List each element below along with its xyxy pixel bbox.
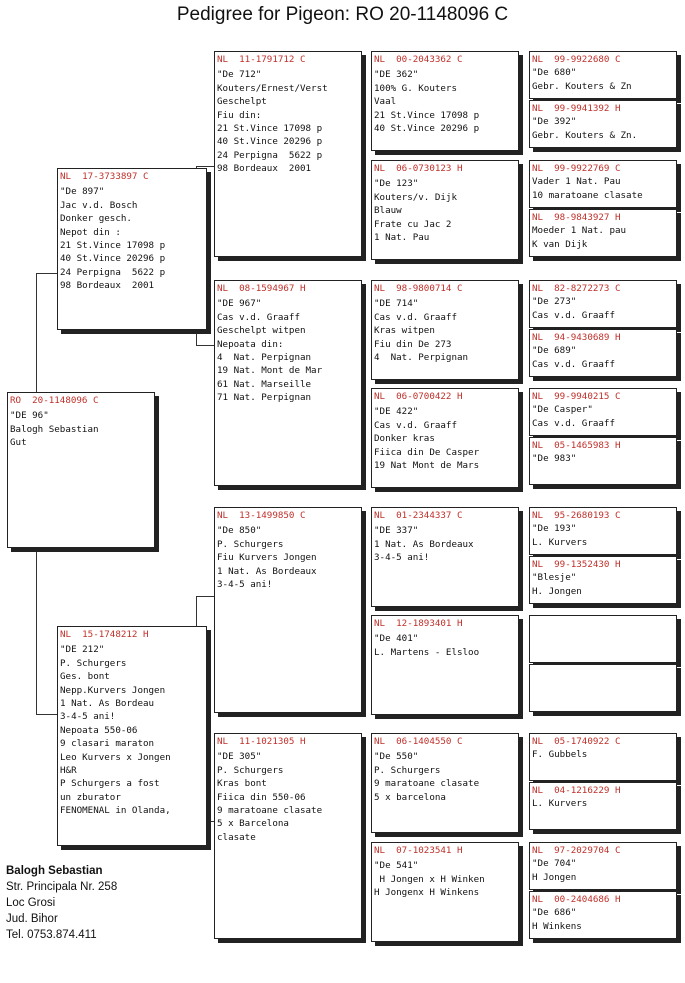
detail-line: 1 Nat. Pau xyxy=(374,232,430,244)
detail-line: 100% G. Kouters xyxy=(374,82,457,94)
ring-number: NL 05-1465983 H xyxy=(532,440,621,451)
connector-line xyxy=(196,166,216,167)
connector-line xyxy=(36,714,58,715)
ring-number: NL 94-9430689 H xyxy=(532,332,621,343)
ring-number: NL 06-1404550 C xyxy=(374,736,463,747)
pedigree-box-gen4 xyxy=(371,51,519,151)
pedigree-box-gen3 xyxy=(214,507,362,713)
detail-line: "DE 212" xyxy=(60,644,105,656)
detail-line: L. Kurvers xyxy=(532,798,588,810)
pedigree-box-gen5 xyxy=(529,160,677,208)
detail-line: Gebr. Kouters & Zn. xyxy=(532,129,638,141)
pedigree-box-gen5 xyxy=(529,733,677,781)
detail-line: 24 Perpigna 5622 p xyxy=(217,149,323,161)
detail-line: Geschelpt xyxy=(217,96,267,108)
detail-line: Cas v.d. Graaff xyxy=(374,419,457,431)
ring-number: NL 11-1021305 H xyxy=(217,736,306,747)
detail-line: H Jongen xyxy=(532,871,577,883)
ring-number: RO 20-1148096 C xyxy=(10,395,99,406)
ring-number: NL 04-1216229 H xyxy=(532,785,621,796)
pedigree-box-gen5 xyxy=(529,388,677,436)
pedigree-details xyxy=(217,750,359,844)
detail-line: H Jongen x H Winken xyxy=(374,873,485,885)
ring-number: NL 99-9922680 C xyxy=(532,54,621,65)
detail-line: 61 Nat. Marseille xyxy=(217,378,312,390)
pedigree-box-gen5 xyxy=(529,891,677,939)
ring-number: NL 00-2043362 C xyxy=(374,54,463,65)
detail-line: "De 689" xyxy=(532,345,577,357)
pedigree-box-gen4 xyxy=(371,733,519,833)
detail-line: Jac v.d. Bosch xyxy=(60,199,138,211)
detail-line: 40 St.Vince 20296 p xyxy=(374,123,480,135)
detail-line: Cas v.d. Graaff xyxy=(374,311,457,323)
connector-line xyxy=(196,345,216,346)
detail-line: Fiica din De Casper xyxy=(374,446,480,458)
detail-line: Cas v.d. Graaff xyxy=(532,358,615,370)
ring-number: NL 98-9843927 H xyxy=(532,212,621,223)
detail-line: "Blesje" xyxy=(532,572,577,584)
detail-line: 98 Bordeaux 2001 xyxy=(60,280,155,292)
detail-line: 10 maratoane clasate xyxy=(532,189,643,201)
detail-line: H. Jongen xyxy=(532,585,582,597)
detail-line: "DE 422" xyxy=(374,406,419,418)
detail-line: "De 401" xyxy=(374,633,419,645)
pedigree-box-gen5 xyxy=(529,556,677,604)
pedigree-details xyxy=(374,632,516,659)
detail-line: Balogh Sebastian xyxy=(10,423,99,435)
ring-number: NL 99-1352430 H xyxy=(532,559,621,570)
detail-line: Kras bont xyxy=(217,778,267,790)
pedigree-box-gen4 xyxy=(371,615,519,715)
detail-line: Gut xyxy=(10,437,27,449)
detail-line: Cas v.d. Graaff xyxy=(217,311,300,323)
detail-line: FENOMENAL in Olanda, xyxy=(60,805,171,817)
pedigree-details xyxy=(374,524,516,564)
detail-line: "De 550" xyxy=(374,751,419,763)
ring-number: NL 07-1023541 H xyxy=(374,845,463,856)
ring-number: NL 01-2344337 C xyxy=(374,510,463,521)
detail-line: P. Schurgers xyxy=(217,764,284,776)
detail-line: "DE 337" xyxy=(374,525,419,537)
detail-line: 1 Nat. As Bordeau xyxy=(60,698,155,710)
pedigree-box-subject xyxy=(7,392,155,548)
detail-line: Fiu din De 273 xyxy=(374,338,452,350)
ring-number: NL 06-0700422 H xyxy=(374,391,463,402)
detail-line: "De 541" xyxy=(374,860,419,872)
detail-line: 5 x barcelona xyxy=(374,791,446,803)
detail-line: Fiu din: xyxy=(217,109,262,121)
detail-line: 24 Perpigna 5622 p xyxy=(60,266,166,278)
pedigree-box-gen3 xyxy=(214,51,362,257)
ring-number: NL 12-1893401 H xyxy=(374,618,463,629)
detail-line: "De 850" xyxy=(217,525,262,537)
connector-line xyxy=(196,596,216,597)
ring-number: NL 99-9922769 C xyxy=(532,163,621,174)
ring-number: NL 15-1748212 H xyxy=(60,629,149,640)
owner-info xyxy=(6,863,117,943)
pedigree-details xyxy=(10,409,152,449)
pedigree-box-gen5 xyxy=(529,437,677,485)
detail-line: "De 983" xyxy=(532,453,577,465)
detail-line: Cas v.d. Graaff xyxy=(532,417,615,429)
detail-line: Blauw xyxy=(374,205,402,217)
owner-county: Jud. Bihor xyxy=(6,913,58,925)
detail-line: Leo Kurvers x Jongen xyxy=(60,751,171,763)
pedigree-box-gen5 xyxy=(529,329,677,377)
detail-line: F. Gubbels xyxy=(532,749,588,761)
detail-line: "De 704" xyxy=(532,858,577,870)
pedigree-box-dam xyxy=(57,626,207,846)
ring-number: NL 17-3733897 C xyxy=(60,171,149,182)
detail-line: Moeder 1 Nat. pau xyxy=(532,225,627,237)
detail-line: "De Casper" xyxy=(532,404,593,416)
pedigree-box-gen3 xyxy=(214,280,362,486)
pedigree-details xyxy=(60,643,204,817)
pedigree-details xyxy=(374,297,516,364)
detail-line: "De 273" xyxy=(532,296,577,308)
pedigree-box-gen5 xyxy=(529,280,677,328)
ring-number: NL 11-1791712 C xyxy=(217,54,306,65)
pedigree-box-gen4 xyxy=(371,160,519,260)
detail-line: 9 clasari maraton xyxy=(60,738,155,750)
pedigree-box-gen5 xyxy=(529,51,677,99)
detail-line: Nepoata din: xyxy=(217,338,284,350)
detail-line: 5 x Barcelona xyxy=(217,818,289,830)
ring-number: NL 98-9800714 C xyxy=(374,283,463,294)
detail-line: 21 St.Vince 17098 p xyxy=(374,109,480,121)
pedigree-box-sire xyxy=(57,168,207,330)
detail-line: "DE 96" xyxy=(10,410,49,422)
pedigree-box-gen4 xyxy=(371,388,519,488)
detail-line: "De 392" xyxy=(532,116,577,128)
detail-line: H&R xyxy=(60,765,77,777)
ring-number: NL 97-2029704 C xyxy=(532,845,621,856)
pedigree-details xyxy=(217,524,359,591)
ring-number: NL 99-9940215 C xyxy=(532,391,621,402)
detail-line: Nepp.Kurvers Jongen xyxy=(60,684,166,696)
detail-line: un zburator xyxy=(60,791,121,803)
ring-number: NL 99-9941392 H xyxy=(532,103,621,114)
detail-line: Fiica din 550-06 xyxy=(217,791,306,803)
detail-line: "DE 967" xyxy=(217,298,262,310)
pedigree-box-gen5 xyxy=(529,507,677,555)
detail-line: "DE 714" xyxy=(374,298,419,310)
detail-line: Fiu Kurvers Jongen xyxy=(217,552,317,564)
detail-line: 40 St.Vince 20296 p xyxy=(60,253,166,265)
detail-line: Nepot din : xyxy=(60,226,121,238)
ring-number: NL 00-2404686 H xyxy=(532,894,621,905)
detail-line: "De 680" xyxy=(532,67,577,79)
detail-line: P. Schurgers xyxy=(374,764,441,776)
detail-line: "De 123" xyxy=(374,178,419,190)
detail-line: 19 Nat Mont de Mars xyxy=(374,460,480,472)
detail-line: 9 maratoane clasate xyxy=(217,805,323,817)
detail-line: P Schurgers a fost xyxy=(60,778,160,790)
ring-number: NL 13-1499850 C xyxy=(217,510,306,521)
detail-line: Frate cu Jac 2 xyxy=(374,218,452,230)
detail-line: Geschelpt witpen xyxy=(217,325,306,337)
detail-line: H Jongenx H Winkens xyxy=(374,887,480,899)
detail-line: "DE 305" xyxy=(217,751,262,763)
detail-line: Donker kras xyxy=(374,433,435,445)
detail-line: L. Kurvers xyxy=(532,536,588,548)
detail-line: 71 Nat. Perpignan xyxy=(217,392,312,404)
detail-line: P. Schurgers xyxy=(217,538,284,550)
pedigree-details xyxy=(374,405,516,472)
detail-line: "De 193" xyxy=(532,523,577,535)
detail-line: 4 Nat. Perpignan xyxy=(217,352,312,364)
pedigree-box-gen5 xyxy=(529,100,677,148)
detail-line: 40 St.Vince 20296 p xyxy=(217,136,323,148)
detail-line: clasate xyxy=(217,831,256,843)
pedigree-box-gen5-empty xyxy=(529,664,677,712)
pedigree-box-gen4 xyxy=(371,842,519,942)
detail-line: 3-4-5 ani! xyxy=(217,579,273,591)
pedigree-details xyxy=(374,750,516,804)
detail-line: K van Dijk xyxy=(532,238,588,250)
detail-line: P. Schurgers xyxy=(60,657,127,669)
pedigree-details xyxy=(60,185,204,292)
owner-locality: Loc Grosi xyxy=(6,897,56,909)
connector-line xyxy=(36,273,58,274)
pedigree-details xyxy=(374,859,516,899)
owner-street: Str. Principala Nr. 258 xyxy=(6,881,118,893)
detail-line: 21 St.Vince 17098 p xyxy=(217,123,323,135)
detail-line: Gebr. Kouters & Zn xyxy=(532,80,632,92)
pedigree-box-gen5-empty xyxy=(529,615,677,663)
detail-line: Cas v.d. Graaff xyxy=(532,309,615,321)
pedigree-box-gen5 xyxy=(529,782,677,830)
detail-line: Kras witpen xyxy=(374,325,435,337)
detail-line: "De 686" xyxy=(532,907,577,919)
pedigree-box-gen5 xyxy=(529,842,677,890)
detail-line: Vader 1 Nat. Pau xyxy=(532,176,621,188)
detail-line: 3-4-5 ani! xyxy=(60,711,116,723)
detail-line: Vaal xyxy=(374,96,397,108)
pedigree-details xyxy=(374,68,516,135)
detail-line: 98 Bordeaux 2001 xyxy=(217,163,312,175)
pedigree-box-gen4 xyxy=(371,507,519,607)
ring-number: NL 05-1740922 C xyxy=(532,736,621,747)
pedigree-box-gen3 xyxy=(214,733,362,939)
detail-line: "De 897" xyxy=(60,186,105,198)
owner-name: Balogh Sebastian xyxy=(6,865,103,877)
detail-line: H Winkens xyxy=(532,920,582,932)
detail-line: 4 Nat. Perpignan xyxy=(374,352,469,364)
ring-number: NL 82-8272273 C xyxy=(532,283,621,294)
ring-number: NL 08-1594967 H xyxy=(217,283,306,294)
detail-line: "De 712" xyxy=(217,69,262,81)
detail-line: 9 maratoane clasate xyxy=(374,778,480,790)
detail-line: Ges. bont xyxy=(60,671,110,683)
detail-line: 3-4-5 ani! xyxy=(374,552,430,564)
pedigree-details xyxy=(374,177,516,244)
ring-number: NL 06-0730123 H xyxy=(374,163,463,174)
ring-number: NL 95-2680193 C xyxy=(532,510,621,521)
owner-phone: Tel. 0753.874.411 xyxy=(6,929,97,941)
detail-line: L. Martens - Elsloo xyxy=(374,646,480,658)
detail-line: 1 Nat. As Bordeaux xyxy=(374,538,474,550)
pedigree-details xyxy=(217,297,359,404)
detail-line: "DE 362" xyxy=(374,69,419,81)
detail-line: Donker gesch. xyxy=(60,213,132,225)
page-title: Pedigree for Pigeon: RO 20-1148096 C xyxy=(176,4,509,25)
pedigree-box-gen4 xyxy=(371,280,519,380)
detail-line: Nepoata 550-06 xyxy=(60,724,138,736)
detail-line: 19 Nat. Mont de Mar xyxy=(217,365,323,377)
detail-line: Kouters/v. Dijk xyxy=(374,191,457,203)
detail-line: Kouters/Ernest/Verst xyxy=(217,82,328,94)
detail-line: 21 St.Vince 17098 p xyxy=(60,240,166,252)
pedigree-details xyxy=(217,68,359,175)
pedigree-box-gen5 xyxy=(529,209,677,257)
detail-line: 1 Nat. As Bordeaux xyxy=(217,565,317,577)
